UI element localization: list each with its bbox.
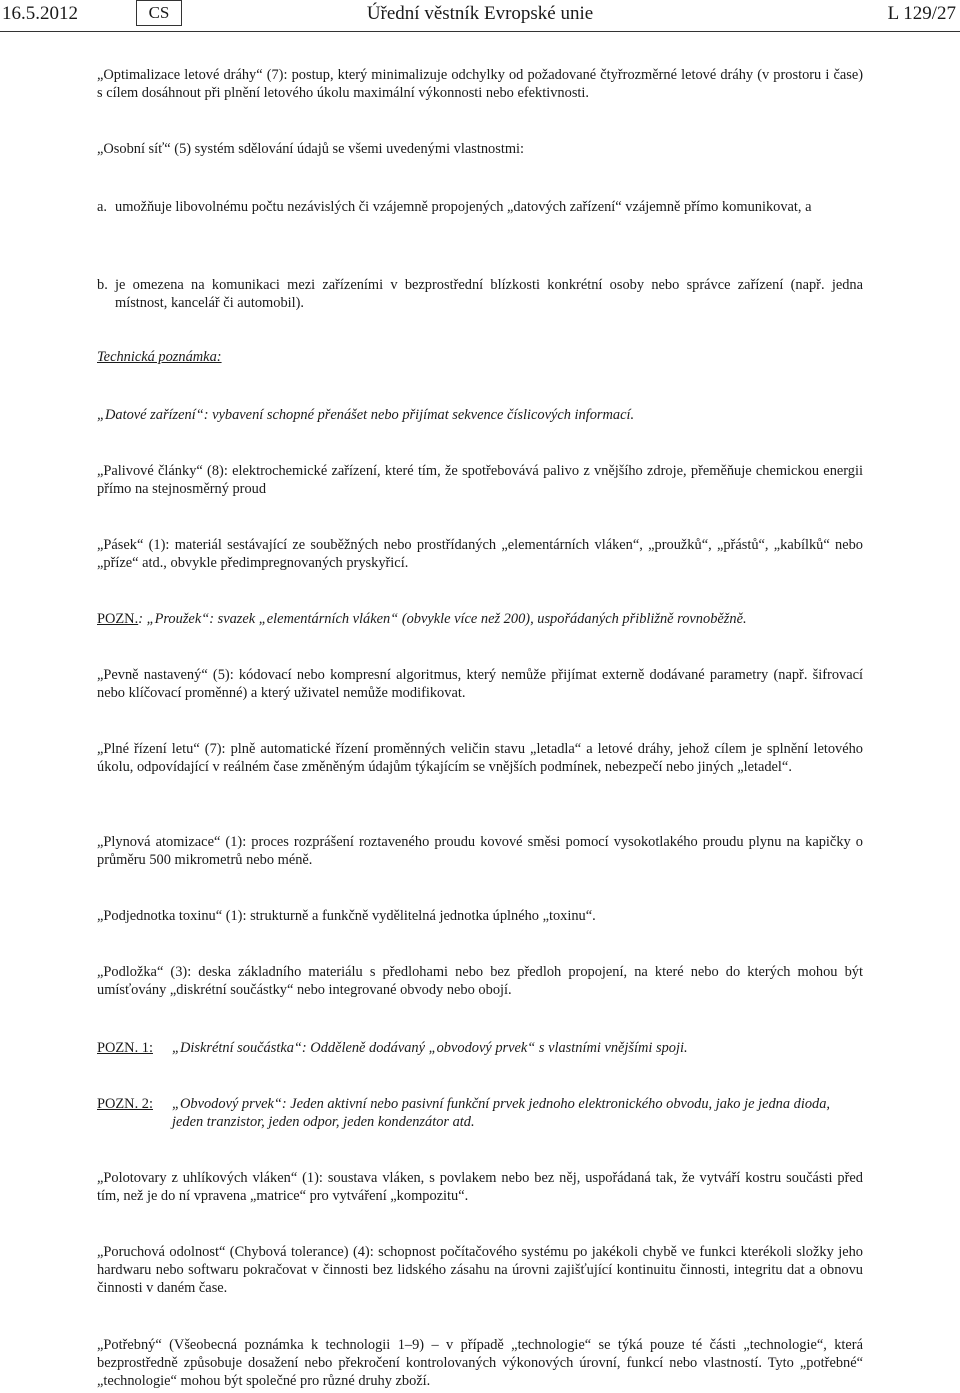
- definition-pevne-nastaveny: „Pevně nastavený“ (5): kódovací nebo kompresní algoritmus, který nemůže přijímat externě dodávané parametry (např. šifrovací nebo klíčovací proměnné) a který uživatel nemůže modifikovat.: [97, 667, 863, 701]
- definition-palivove-clanky: „Palivové články“ (8): elektrochemické zařízení, které tím, že spotřebovává palivo z vnějšího zdroje, přeměňuje chemickou energii přímo na stejnosměrný proud: [97, 463, 863, 497]
- definition-polotovary: „Polotovary z uhlíkových vláken“ (1): soustava vláken, s povlakem nebo bez něj, uspořádaná tak, že vytváří kostru součásti před tím, než je do ní vpravena „matrice“ pro vytváření „kompozitu“.: [97, 1170, 863, 1204]
- definition-poruchova-odolnost: „Poruchová odolnost“ (Chybová tolerance) (4): schopnost počítačového systému po jakékoli chybě ve funkci kterékoli složky jeho hardwaru nebo softwaru pokračovat v činnosti bez lidského zásahu na úrovni zajišťující kontinuitu činnosti, integritu dat a obnovu činnosti v daném čase.: [97, 1244, 863, 1296]
- note-text: „Diskrétní součástka“: Odděleně dodávaný „obvodový prvek“ s vlastními vnějšími spoji.: [172, 1040, 688, 1056]
- list-item-text: umožňuje libovolnému počtu nezávislých či vzájemně propojených „datových zařízení“ vzájemně přímo komunikovat, a: [115, 199, 812, 215]
- definition-pasek: „Pásek“ (1): materiál sestávající ze souběžných nebo prostřídaných „elementárních vláken“, „proužků“, „přástů“, „kabílků“ nebo „příze“ atd., obvykle předimpregnovaných pryskyřicí.: [97, 537, 863, 571]
- list-item-b: [97, 276, 863, 312]
- note-label: POZN. 1:: [97, 1040, 153, 1056]
- list-item-label: a.: [97, 199, 107, 215]
- page-reference: L 129/27: [887, 3, 956, 24]
- note-2: [97, 1095, 863, 1131]
- note-pozn: [97, 610, 863, 628]
- note-text: „Obvodový prvek“: Jeden aktivní nebo pasivní funkční prvek jednoho elektronického obvodu, jako je jedna dioda, jeden tranzistor, jeden odpor, jeden kondenzátor atd.: [172, 1096, 831, 1130]
- note-label: POZN.: [97, 611, 139, 627]
- page-header: [0, 0, 960, 32]
- definition-podlozka: „Podložka“ (3): deska základního materiálu s předlohami nebo bez předloh propojení, na které nebo do kterých mohou být umísťovány „diskrétní součástky“ nebo integrované obvody nebo obojí.: [97, 964, 863, 998]
- list-item-label: b.: [97, 277, 108, 293]
- note-text: : „Proužek“: svazek „elementárních vláken“ (obvykle více než 200), uspořádaných přibližně rovnoběžně.: [138, 611, 747, 627]
- header-rule: [0, 31, 960, 32]
- definition-optimalizace: „Optimalizace letové dráhy“ (7): postup, který minimalizuje odchylky od požadované čtyřrozměrné letové dráhy (v prostoru i čase) s cílem dosáhnout při plnění letového úkolu maximální výkonnosti nebo efektivnosti.: [97, 67, 863, 101]
- list-item-text: je omezena na komunikaci mezi zařízeními v bezprostřední blízkosti konkrétní osoby nebo správce zařízení (např. jedna místnost, kancelář či automobil).: [115, 277, 863, 311]
- technical-note-text: „Datové zařízení“: vybavení schopné přenášet nebo přijímat sekvence číslicových informací.: [97, 407, 635, 423]
- definition-plne-rizeni-letu: „Plné řízení letu“ (7): plně automatické řízení proměnných veličin stavu „letadla“ a letové dráhy, jehož cílem je splnění letového úkolu, odpovídající v reálném čase změněným údajům týkajícím se vnějších podmínek, nebezpečí nebo jiných „letadel“.: [97, 741, 863, 775]
- list-item-a: [97, 198, 863, 216]
- note-label: POZN. 2:: [97, 1096, 153, 1112]
- definition-podjednotka-toxinu: „Podjednotka toxinu“ (1): strukturně a funkčně vydělitelná jednotka úplného „toxinu“.: [97, 908, 596, 924]
- technical-note-heading: Technická poznámka:: [97, 349, 222, 365]
- definition-osobni-sit: „Osobní síť“ (5) systém sdělování údajů se všemi uvedenými vlastnostmi:: [97, 141, 525, 157]
- note-1: [97, 1039, 863, 1057]
- definition-potrebny: „Potřebný“ (Všeobecná poznámka k technologii 1–9) – v případě „technologie“ se týká pouze té části „technologie“, která bezprostředně způsobuje dosažení nebo překročení kontrolovaných výkonových úrovní, funkcí nebo vlastností. Tyto „potřebné“ „technologie“ mohou být společné pro různé druhy zboží.: [97, 1337, 863, 1389]
- language-badge: CS: [136, 0, 182, 26]
- journal-title: Úřední věstník Evropské unie: [366, 3, 594, 24]
- publication-date: 16.5.2012: [2, 3, 78, 24]
- definition-plynova-atomizace: „Plynová atomizace“ (1): proces rozprášení roztaveného proudu kovové směsi pomocí vysokotlakého proudu plynu na kapičky o průměru 500 mikrometrů nebo méně.: [97, 834, 863, 868]
